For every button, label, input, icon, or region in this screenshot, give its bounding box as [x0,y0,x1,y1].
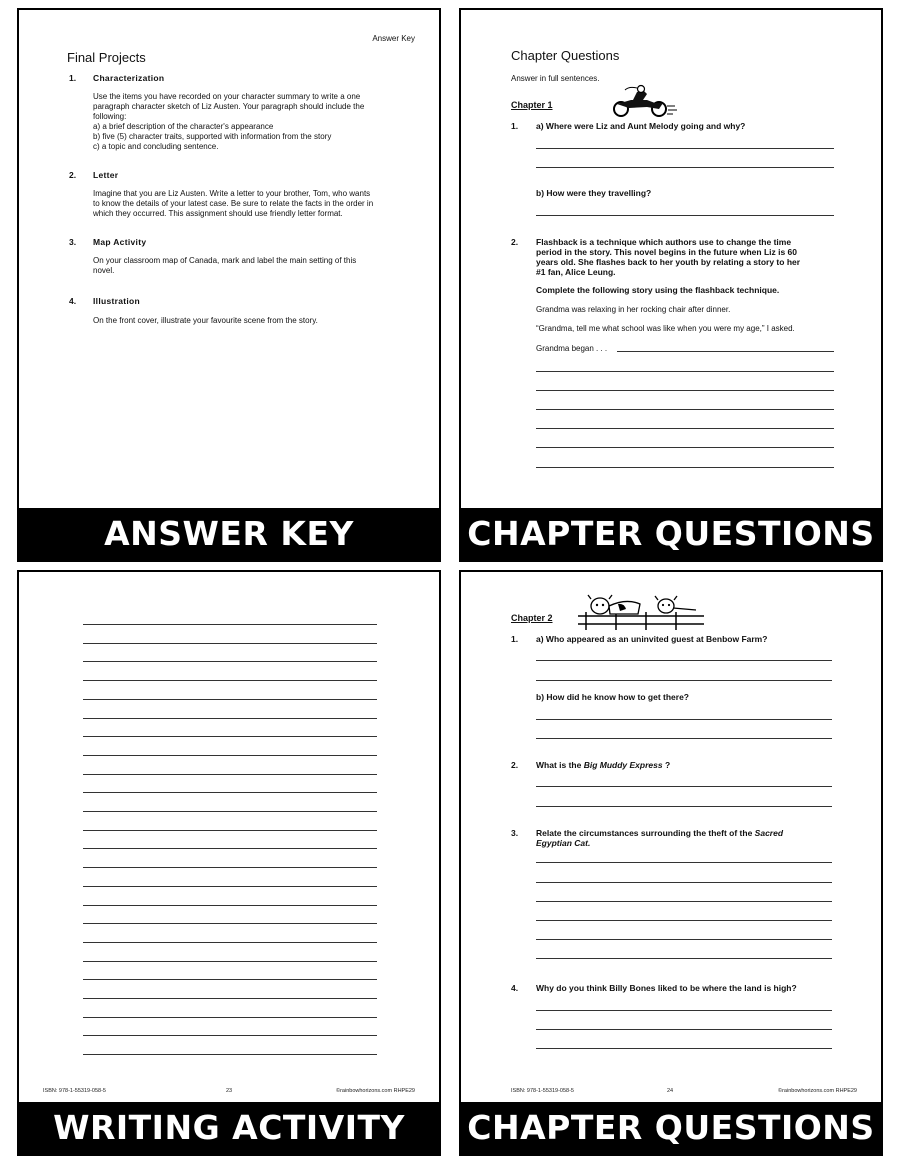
answer-line[interactable] [536,719,832,720]
question-number: 3. [511,828,519,838]
story-line: Grandma was relaxing in her rocking chair after dinner. [536,305,731,314]
question-text: b) How did he know how to get there? [536,692,689,702]
chapter-heading: Chapter 2 [511,613,553,623]
chapter-1-questions-page [459,8,883,562]
answer-line[interactable] [536,939,832,940]
instructions: Answer in full sentences. [511,74,600,83]
writing-line[interactable] [83,886,377,887]
question-number: 1. [511,634,519,644]
motorcycle-rider-icon [607,84,679,118]
answer-line[interactable] [536,738,832,739]
question-text: b) How were they travelling? [536,188,652,198]
answer-line[interactable] [536,862,832,863]
text-line: Imagine that you are Liz Austen. Write a letter to your brother, Tom, who wants [93,189,371,198]
text-line: b) five (5) character traits, supported with information from the story [93,132,332,141]
item-body [93,316,318,326]
text-line: On your classroom map of Canada, mark and label the main setting of this [93,256,357,265]
cow-over-fence-icon [576,594,706,632]
text-line: a) a brief description of the character's appearance [93,122,274,131]
chapter-heading: Chapter 1 [511,100,553,110]
writing-line[interactable] [83,867,377,868]
text-segment: ? [662,760,671,770]
answer-line[interactable] [536,1029,832,1030]
writing-activity-banner: WRITING ACTIVITY [19,1102,439,1154]
question-number: 4. [511,983,519,993]
question-text: a) Who appeared as an uninvited guest at Benbow Farm? [536,634,768,644]
footer-page-number: 24 [667,1088,674,1094]
text-line: paragraph character sketch of Liz Austen. Your paragraph should include the [93,102,365,111]
answer-line[interactable] [536,882,832,883]
writing-line[interactable] [83,774,377,775]
answer-line[interactable] [536,371,834,372]
item-body [93,256,356,276]
footer-isbn: ISBN: 978-1-55319-058-5 [43,1088,106,1094]
writing-line[interactable] [83,624,377,625]
answer-line[interactable] [536,409,834,410]
writing-line[interactable] [83,923,377,924]
footer-copyright: ©rainbowhorizons.com RHPE29 [778,1088,857,1094]
answer-line[interactable] [536,1048,832,1049]
answer-line[interactable] [617,351,834,352]
chapter-questions-banner: CHAPTER QUESTIONS [461,508,881,560]
page-title: Chapter Questions [511,48,620,63]
answer-line[interactable] [536,390,834,391]
text-line: years old. She flashes back to her youth by relating a story to her [536,257,801,267]
answer-line[interactable] [536,786,832,787]
writing-line[interactable] [83,699,377,700]
answer-line[interactable] [536,660,832,661]
answer-line[interactable] [536,447,834,448]
story-start: Grandma began . . . [536,344,608,353]
writing-line[interactable] [83,755,377,756]
question-instruction: Complete the following story using the flashback technique. [536,285,780,295]
writing-line[interactable] [83,1054,377,1055]
artifact-name-text: Sacred [754,828,784,838]
writing-line[interactable] [83,961,377,962]
item-number: 4. [69,296,77,306]
answer-line[interactable] [536,1010,832,1011]
writing-line[interactable] [83,1035,377,1036]
text-line: novel. [93,266,115,275]
story-line: “Grandma, tell me what school was like when you were my age,” I asked. [536,324,795,333]
question-text [536,237,836,277]
answer-line[interactable] [536,428,834,429]
writing-line[interactable] [83,736,377,737]
answer-line[interactable] [536,167,834,168]
footer-copyright: ©rainbowhorizons.com RHPE29 [336,1088,415,1094]
writing-line[interactable] [83,905,377,906]
answer-line[interactable] [536,680,832,681]
item-number: 3. [69,237,77,247]
text-line: c) a topic and concluding sentence. [93,142,219,151]
question-number: 2. [511,760,519,770]
text-line: following: [93,112,127,121]
question-text: Why do you think Billy Bones liked to be where the land is high? [536,983,797,993]
writing-line[interactable] [83,979,377,980]
text-line: On the front cover, illustrate your favourite scene from the story. [93,316,318,325]
text-line: period in the story. This novel begins in the future when Liz is 60 [536,247,798,257]
writing-line[interactable] [83,942,377,943]
text-line: #1 fan, Alice Leung. [536,267,616,277]
question-number: 2. [511,237,519,247]
answer-line[interactable] [536,215,834,216]
page-header: Answer Key [372,34,415,43]
item-body [93,189,373,219]
text-line: which they occurred. This assignment should use friendly letter format. [93,209,343,218]
question-text [536,828,783,848]
chapter-questions-banner: CHAPTER QUESTIONS [461,1102,881,1154]
footer-page-number: 23 [226,1088,233,1094]
answer-key-page [17,8,441,562]
answer-line[interactable] [536,958,832,959]
question-text [536,760,670,770]
writing-line[interactable] [83,1017,377,1018]
item-body [93,92,364,152]
text-line: to know the details of your latest case. Be sure to relate the facts in the order in [93,199,374,208]
page-title: Final Projects [67,50,146,65]
answer-line[interactable] [536,920,832,921]
item-heading: Characterization [93,73,165,83]
writing-line[interactable] [83,680,377,681]
answer-line[interactable] [536,806,832,807]
answer-line[interactable] [536,148,834,149]
writing-line[interactable] [83,661,377,662]
writing-line[interactable] [83,830,377,831]
footer-isbn: ISBN: 978-1-55319-058-5 [511,1088,574,1094]
item-number: 2. [69,170,77,180]
writing-line[interactable] [83,718,377,719]
answer-key-banner: ANSWER KEY [19,508,439,560]
text-line: Use the items you have recorded on your character summary to write a one [93,92,361,101]
item-heading: Illustration [93,296,141,306]
item-heading: Map Activity [93,237,147,247]
writing-line[interactable] [83,792,377,793]
writing-line[interactable] [83,998,377,999]
text-segment: What is the [536,760,584,770]
text-segment: Relate the circumstances surrounding the theft of the [536,828,755,838]
artifact-name-text: Egyptian Cat. [536,838,591,848]
writing-activity-page [17,570,441,1156]
answer-line[interactable] [536,901,832,902]
text-line: Flashback is a technique which authors use to change the time [536,237,792,247]
writing-line[interactable] [83,643,377,644]
item-heading: Letter [93,170,119,180]
question-number: 1. [511,121,519,131]
item-number: 1. [69,73,77,83]
question-text: a) Where were Liz and Aunt Melody going and why? [536,121,746,131]
chapter-2-questions-page [459,570,883,1156]
writing-line[interactable] [83,811,377,812]
writing-line[interactable] [83,848,377,849]
book-title-text: Big Muddy Express [583,760,663,770]
answer-line[interactable] [536,467,834,468]
